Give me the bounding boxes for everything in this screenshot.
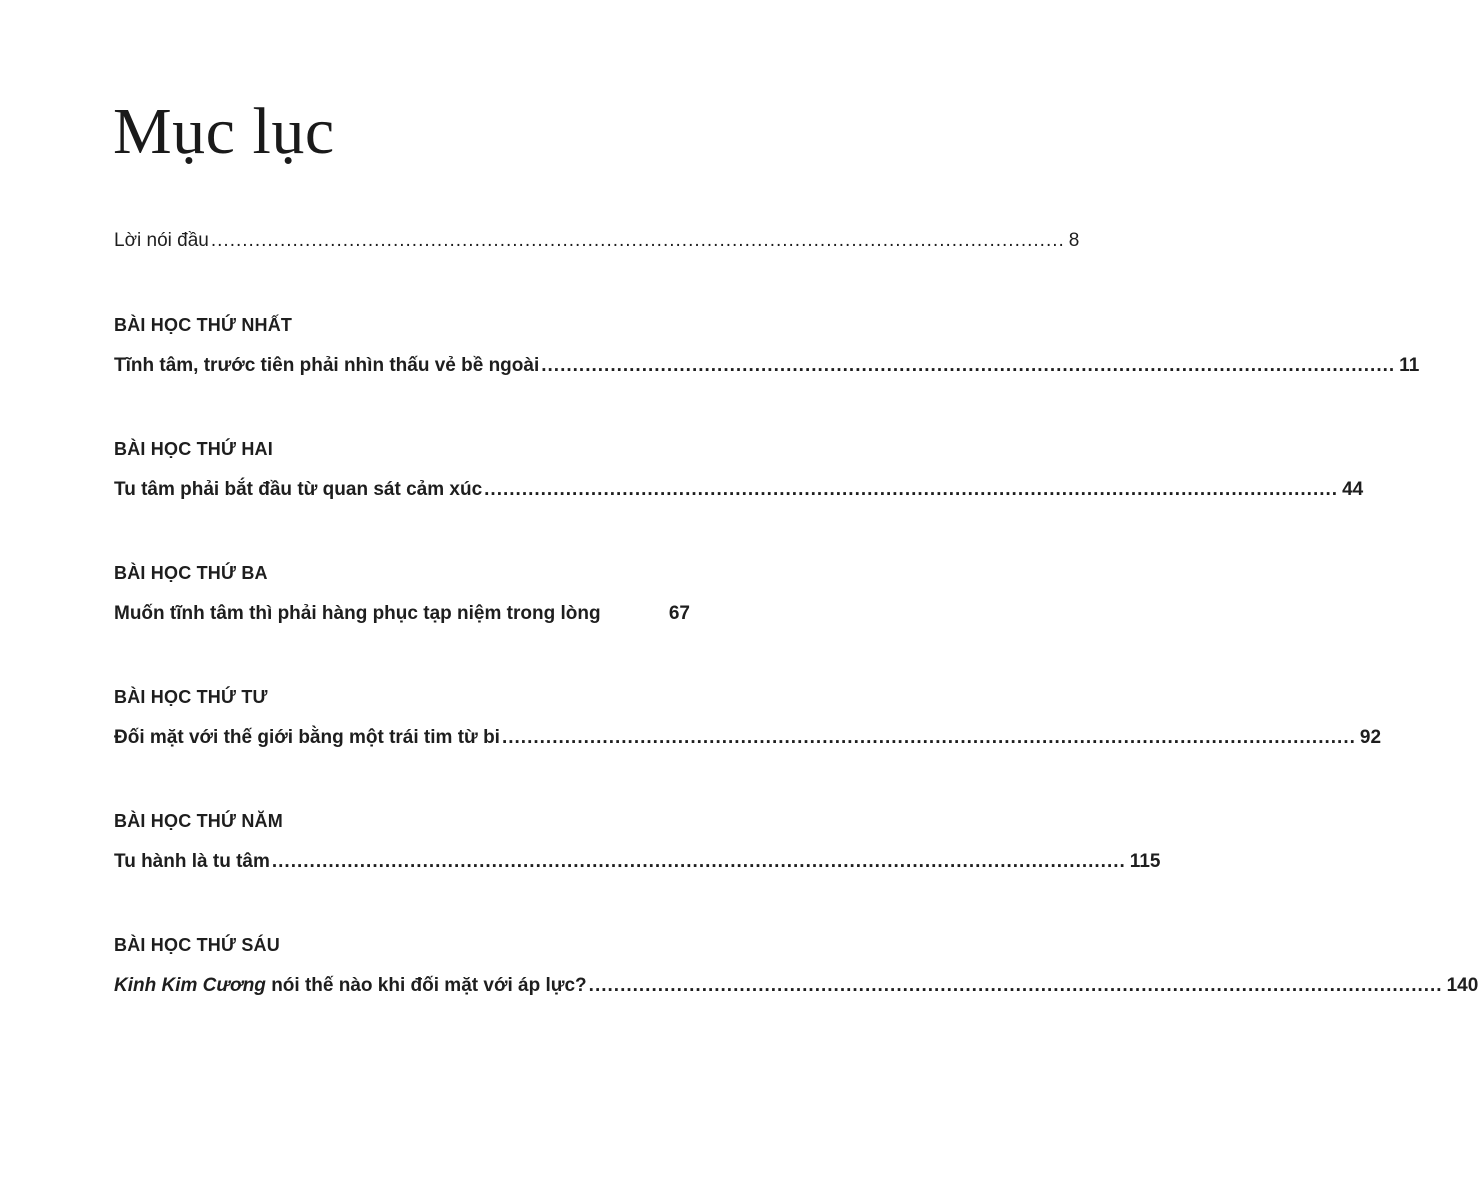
toc-entry-preface[interactable]	[114, 226, 1080, 256]
toc-entry-page-number: 140	[1446, 975, 1478, 996]
dot-leader: ........................................................................................................................................	[210, 230, 1065, 251]
dot-leader: ........................................................................................................................................	[271, 851, 1126, 872]
toc-entry-label	[114, 971, 587, 1001]
toc-entry-page-number: 67	[668, 603, 690, 624]
lesson-heading-5: BÀI HỌC THỨ NĂM	[114, 811, 283, 831]
lesson-heading-1: BÀI HỌC THỨ NHẤT	[114, 315, 293, 335]
toc-entry-label: Đối mặt với thế giới bằng một trái tim từ bi	[114, 727, 500, 748]
toc-entry-label: Muốn tĩnh tâm thì phải hàng phục tạp niệm trong lòng	[114, 603, 601, 624]
toc-entry-lesson-1[interactable]	[114, 351, 1420, 381]
toc-entry-lesson-5[interactable]	[114, 847, 1161, 877]
lesson-heading-3: BÀI HỌC THỨ BA	[114, 563, 268, 583]
toc-entry-label: Lời nói đầu	[114, 230, 209, 251]
lesson-heading-6: BÀI HỌC THỨ SÁU	[114, 935, 280, 955]
toc-entry-label: Tu tâm phải bắt đầu từ quan sát cảm xúc	[114, 479, 483, 500]
lesson-heading-4: BÀI HỌC THỨ TƯ	[114, 687, 268, 707]
book-title-italic: Kinh Kim Cương	[114, 975, 266, 996]
dot-leader: ........................................................................................................................................	[501, 727, 1356, 748]
toc-entry-label-rest: nói thế nào khi đối mặt với áp lực?	[265, 975, 587, 996]
toc-entry-lesson-4[interactable]	[114, 723, 1382, 753]
toc-entry-lesson-6[interactable]	[114, 971, 1478, 1001]
toc-entry-label: Tu hành là tu tâm	[114, 851, 270, 872]
toc-entry-page-number: 8	[1068, 230, 1080, 251]
dot-leader: ........................................................................................................................................	[484, 479, 1339, 500]
lesson-heading-2: BÀI HỌC THỨ HAI	[114, 439, 273, 459]
toc-entry-label: Tĩnh tâm, trước tiên phải nhìn thấu vẻ bề ngoài	[114, 355, 540, 376]
toc-entry-lesson-3[interactable]	[114, 599, 690, 629]
page-title: Mục lục	[113, 95, 335, 168]
toc-entry-page-number: 92	[1359, 727, 1382, 748]
toc-entry-page-number: 11	[1399, 355, 1420, 376]
toc-entry-page-number: 44	[1342, 479, 1364, 500]
dot-leader: ........................................................................................................................................	[541, 355, 1396, 376]
dot-leader: ........................................................................................................................................	[588, 975, 1443, 996]
toc-entry-lesson-2[interactable]	[114, 475, 1364, 505]
toc-entry-page-number: 115	[1129, 851, 1161, 872]
